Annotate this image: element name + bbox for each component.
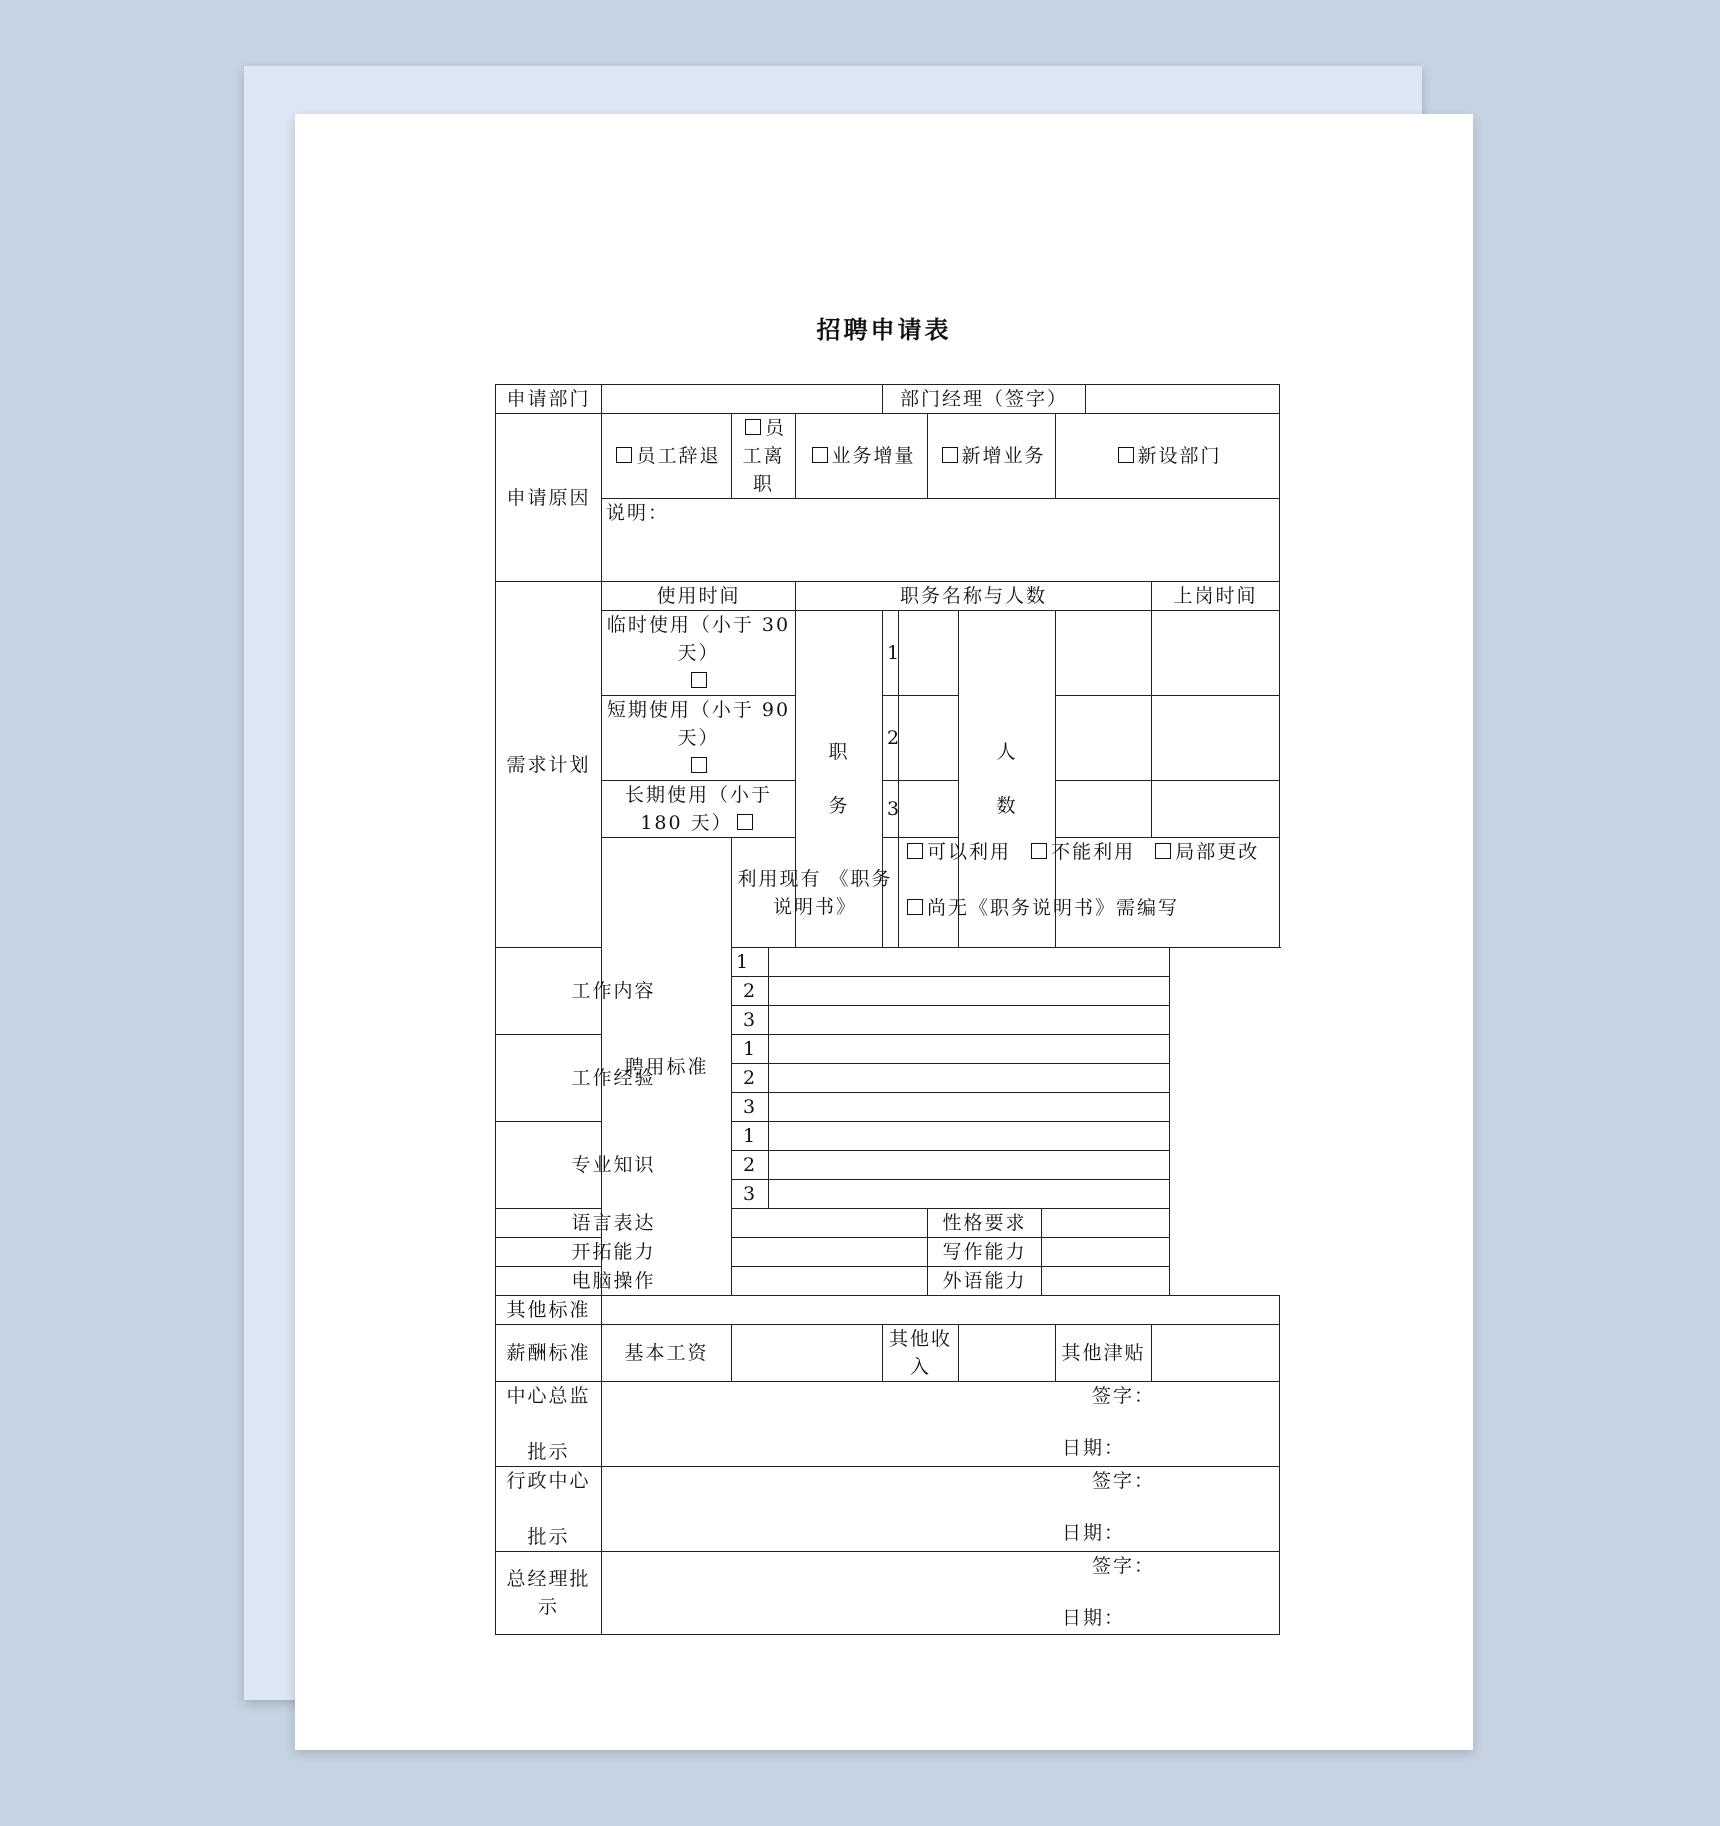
salary-allowance-label: 其他津贴 [1056, 1325, 1152, 1382]
item-field[interactable] [769, 1093, 1170, 1122]
post-label: 职 务 [796, 611, 883, 948]
usage-option-short[interactable]: 短期使用（小于 90 天） [602, 696, 796, 781]
skill-field[interactable] [1042, 1238, 1170, 1267]
checkbox-icon[interactable] [1155, 843, 1171, 859]
checkbox-icon[interactable] [1118, 447, 1134, 463]
document-page [295, 114, 1473, 1750]
other-criteria-label: 其他标准 [496, 1296, 602, 1325]
checkbox-icon[interactable] [691, 672, 707, 688]
salary-allowance-field[interactable] [1152, 1325, 1280, 1382]
demand-label: 需求计划 [496, 582, 602, 948]
post-name-field[interactable] [899, 696, 959, 781]
count-field[interactable] [1056, 696, 1152, 781]
item-field[interactable] [769, 1180, 1170, 1209]
post-name-field[interactable] [899, 781, 959, 838]
post-number: 2 [883, 696, 899, 781]
item-number: 1 [732, 1035, 769, 1064]
reason-note-field[interactable] [602, 499, 1280, 582]
checkbox-icon[interactable] [745, 419, 761, 435]
reason-option[interactable]: 业务增量 [796, 414, 928, 499]
date-label: 日期： [1062, 1522, 1126, 1544]
skill-label: 开拓能力 [496, 1238, 732, 1267]
jd-options [899, 838, 1280, 948]
reason-note-label: 说明： [606, 502, 670, 524]
approval-field[interactable] [602, 1552, 1280, 1635]
sign-label: 签字： [1092, 1470, 1156, 1492]
manager-sign-field[interactable] [1086, 385, 1280, 414]
sign-label: 签字： [1092, 1555, 1156, 1577]
skill-label: 外语能力 [928, 1267, 1042, 1296]
item-number: 1 [732, 948, 769, 977]
col-usage-time: 使用时间 [602, 582, 796, 611]
date-label: 日期： [1062, 1437, 1126, 1459]
col-post-count: 职务名称与人数 [796, 582, 1152, 611]
count-field[interactable] [1056, 781, 1152, 838]
skill-field[interactable] [732, 1267, 928, 1296]
item-number: 1 [732, 1122, 769, 1151]
post-number: 1 [883, 611, 899, 696]
approval-field[interactable] [602, 1382, 1280, 1467]
approval-label: 总经理批 示 [496, 1552, 602, 1635]
salary-label: 薪酬标准 [496, 1325, 602, 1382]
approval-label: 中心总监 批示 [496, 1382, 602, 1467]
approval-label: 行政中心 批示 [496, 1467, 602, 1552]
salary-base-label: 基本工资 [602, 1325, 732, 1382]
item-field[interactable] [769, 977, 1170, 1006]
checkbox-icon[interactable] [737, 814, 753, 830]
salary-other-income-field[interactable] [959, 1325, 1056, 1382]
skill-field[interactable] [732, 1209, 928, 1238]
start-time-field[interactable] [1152, 611, 1280, 696]
item-number: 3 [732, 1006, 769, 1035]
group-label: 专业知识 [496, 1122, 732, 1209]
usage-option-temp[interactable]: 临时使用（小于 30 天） [602, 611, 796, 696]
manager-sign-label: 部门经理（签字） [883, 385, 1086, 414]
item-field[interactable] [769, 1122, 1170, 1151]
jd-option[interactable]: 不能利用 [1051, 841, 1136, 863]
item-number: 2 [732, 1151, 769, 1180]
checkbox-icon[interactable] [691, 757, 707, 773]
checkbox-icon[interactable] [942, 447, 958, 463]
recruitment-form-table [495, 384, 1280, 1635]
post-number: 3 [883, 781, 899, 838]
jd-label: 利用现有 《职务说明书》 [732, 838, 899, 948]
jd-option[interactable]: 可以利用 [927, 841, 1012, 863]
reason-option[interactable]: 员工离职 [732, 414, 796, 499]
item-field[interactable] [769, 1035, 1170, 1064]
item-field[interactable] [769, 1006, 1170, 1035]
skill-label: 性格要求 [928, 1209, 1042, 1238]
skill-field[interactable] [732, 1238, 928, 1267]
checkbox-icon[interactable] [812, 447, 828, 463]
dept-field[interactable] [602, 385, 883, 414]
item-field[interactable] [769, 1151, 1170, 1180]
start-time-field[interactable] [1152, 781, 1280, 838]
skill-label: 写作能力 [928, 1238, 1042, 1267]
item-number: 2 [732, 1064, 769, 1093]
usage-option-long[interactable]: 长期使用（小于 180 天） [602, 781, 796, 838]
item-field[interactable] [769, 1064, 1170, 1093]
checkbox-icon[interactable] [907, 899, 923, 915]
item-number: 2 [732, 977, 769, 1006]
other-criteria-field[interactable] [602, 1296, 1280, 1325]
reason-label: 申请原因 [496, 414, 602, 582]
criteria-label: 聘用标准 [602, 838, 732, 1296]
form-title: 招聘申请表 [816, 315, 952, 344]
sign-label: 签字： [1092, 1385, 1156, 1407]
checkbox-icon[interactable] [907, 843, 923, 859]
salary-base-field[interactable] [732, 1325, 883, 1382]
col-start-time: 上岗时间 [1152, 582, 1280, 611]
dept-label: 申请部门 [496, 385, 602, 414]
start-time-field[interactable] [1152, 696, 1280, 781]
item-number: 3 [732, 1180, 769, 1209]
reason-option[interactable]: 新设部门 [1056, 414, 1280, 499]
reason-option[interactable]: 员工辞退 [602, 414, 732, 499]
approval-field[interactable] [602, 1467, 1280, 1552]
item-field[interactable] [769, 948, 1170, 977]
count-field[interactable] [1056, 611, 1152, 696]
checkbox-icon[interactable] [616, 447, 632, 463]
count-label: 人 数 [959, 611, 1056, 948]
skill-label: 电脑操作 [496, 1267, 732, 1296]
group-label: 工作内容 [496, 948, 732, 1035]
date-label: 日期： [1062, 1607, 1126, 1629]
reason-option[interactable]: 新增业务 [928, 414, 1056, 499]
salary-other-income-label: 其他收入 [883, 1325, 959, 1382]
post-name-field[interactable] [899, 611, 959, 696]
jd-option[interactable]: 局部更改 [1175, 841, 1260, 863]
group-label: 工作经验 [496, 1035, 732, 1122]
skill-label: 语言表达 [496, 1209, 732, 1238]
jd-option-new[interactable]: 尚无《职务说明书》需编写 [927, 897, 1180, 919]
skill-field[interactable] [1042, 1267, 1170, 1296]
item-number: 3 [732, 1093, 769, 1122]
skill-field[interactable] [1042, 1209, 1170, 1238]
checkbox-icon[interactable] [1031, 843, 1047, 859]
